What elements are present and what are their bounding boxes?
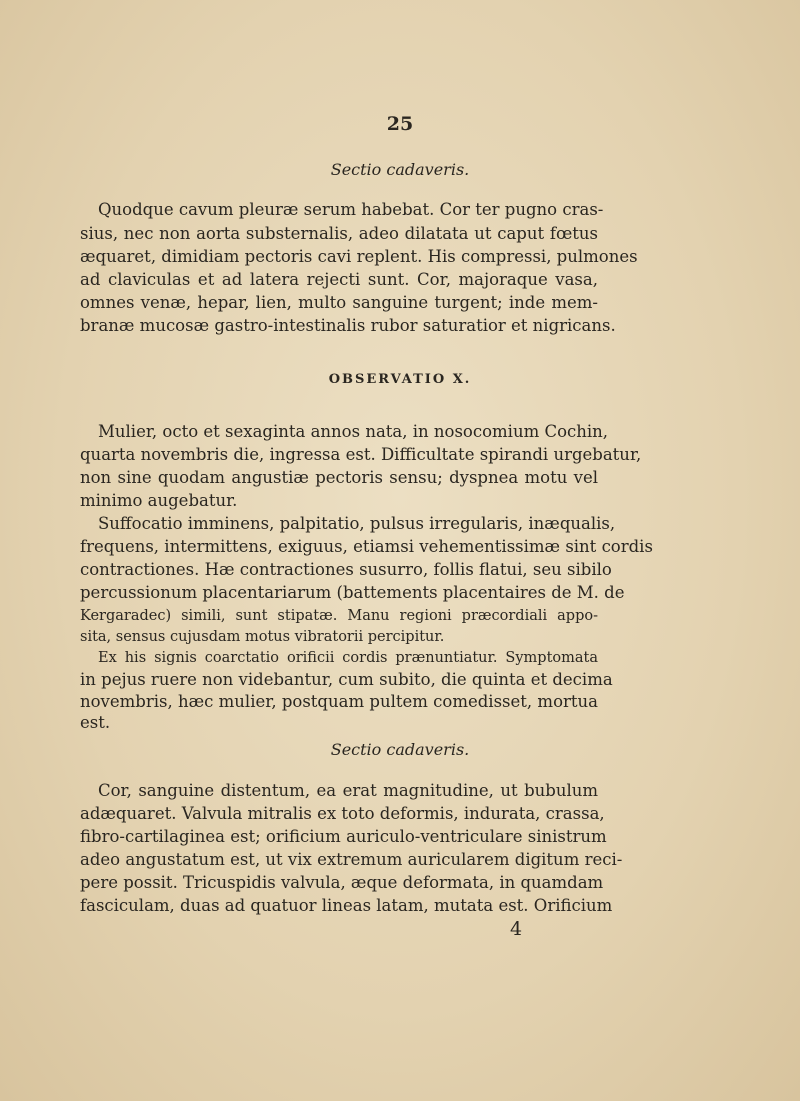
paragraph-line: adeo angustatum est, ut vix extremum auricularem digitum reci- (80, 850, 623, 869)
paragraph-line: fibro-cartilaginea est; orificium auriculo-ventriculare sinistrum (80, 827, 607, 846)
section-heading: Sectio cadaveris. (330, 160, 470, 179)
paragraph-line: ad claviculas et ad latera rejecti sunt. Cor, majoraque vasa, (80, 270, 598, 289)
paragraph-line: Kergaradec) simili, sunt stipatæ. Manu regioni præcordiali appo- (80, 608, 598, 624)
paragraph-line: non sine quodam angustiæ pectoris sensu; dyspnea motu vel (80, 468, 598, 487)
paragraph-line: contractiones. Hæ contractiones susurro, follis flatui, seu sibilo (80, 560, 612, 579)
paragraph-line: Suffocatio imminens, palpitatio, pulsus irregularis, inæqualis, (98, 514, 616, 533)
paragraph-line: pere possit. Tricuspidis valvula, æque deformata, in quamdam (80, 873, 604, 892)
signature-mark: 4 (510, 918, 523, 940)
paragraph-line: sita, sensus cujusdam motus vibratorii percipitur. (80, 629, 445, 645)
paragraph-line: percussionum placentariarum (battements placentaires de M. de (80, 583, 625, 602)
paragraph-line: minimo augebatur. (80, 491, 238, 510)
paragraph-line: fasciculam, duas ad quatuor lineas latam, mutata est. Orificium (80, 896, 613, 915)
paragraph-line: in pejus ruere non videbantur, cum subito, die quinta et decima (80, 670, 613, 689)
observation-heading: OBSERVATIO X. (328, 372, 472, 387)
paragraph-line: omnes venæ, hepar, lien, multo sanguine turgent; inde mem- (80, 293, 598, 312)
paragraph-line: est. (80, 713, 111, 732)
paragraph-line: quarta novembris die, ingressa est. Difficultate spirandi urgebatur, (80, 445, 642, 464)
paragraph-line: Mulier, octo et sexaginta annos nata, in nosocomium Cochin, (98, 422, 609, 441)
paragraph-line: Cor, sanguine distentum, ea erat magnitudine, ut bubulum (98, 781, 598, 800)
page-number: 25 (386, 113, 414, 135)
paragraph-line: frequens, intermittens, exiguus, etiamsi vehementissimæ sint cordis (80, 537, 653, 556)
paragraph-line: branæ mucosæ gastro-intestinalis rubor saturatior et nigricans. (80, 316, 616, 335)
paragraph-line: Ex his signis coarctatio orificii cordis prænuntiatur. Symptomata (98, 650, 598, 666)
paragraph-line: æquaret, dimidiam pectoris cavi replent. His compressi, pulmones (80, 247, 638, 266)
paragraph-line: novembris, hæc mulier, postquam pultem comedisset, mortua (80, 692, 598, 711)
paragraph-line: sius, nec non aorta substernalis, adeo dilatata ut caput fœtus (80, 224, 598, 243)
section-heading: Sectio cadaveris. (330, 740, 470, 759)
paragraph-line: adæquaret. Valvula mitralis ex toto deformis, indurata, crassa, (80, 804, 605, 823)
paragraph-line: Quodque cavum pleuræ serum habebat. Cor ter pugno cras- (98, 200, 604, 219)
